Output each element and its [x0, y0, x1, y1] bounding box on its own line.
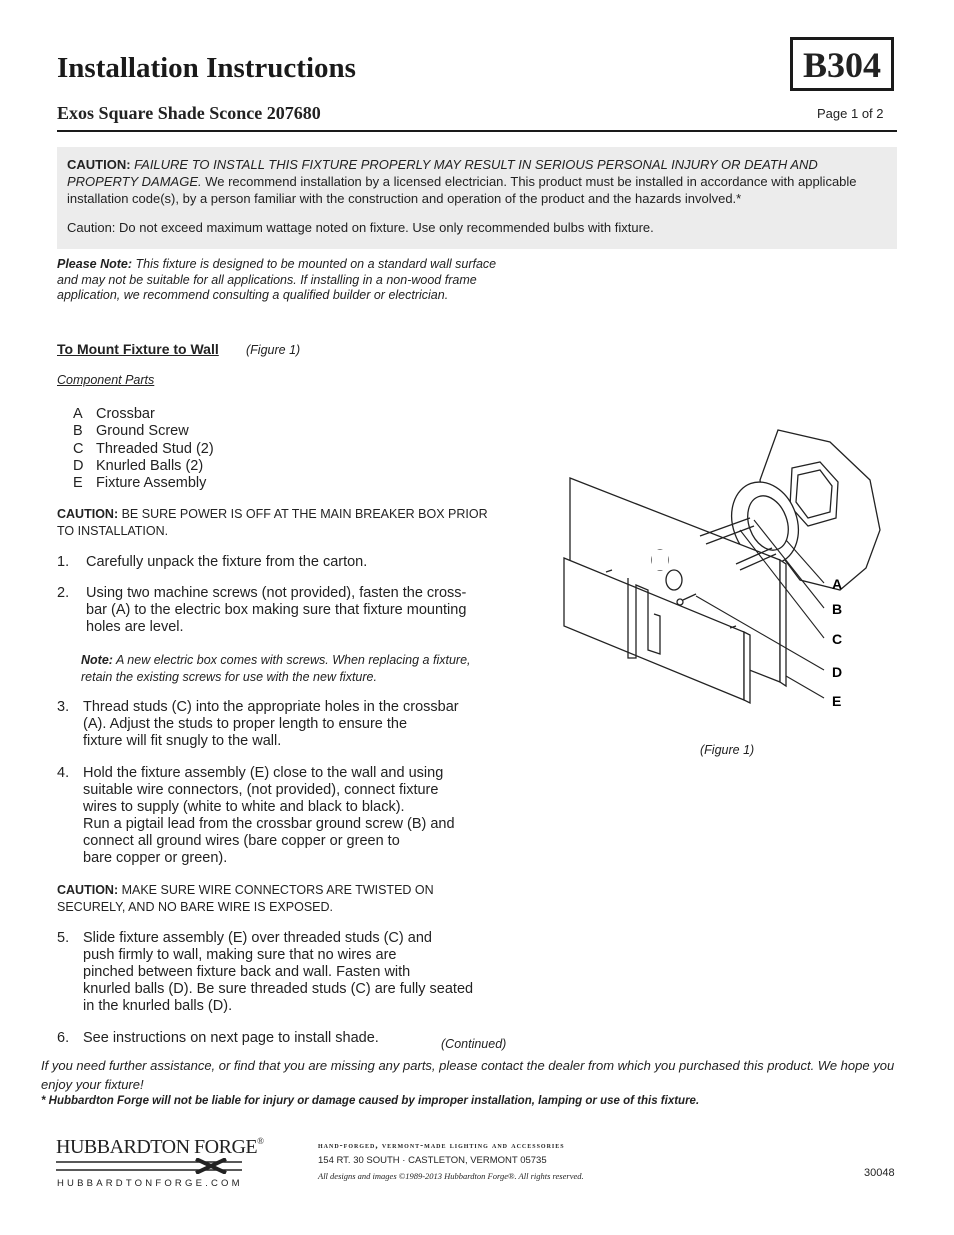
knurled-ball-2 — [666, 570, 682, 590]
caution-power-label: CAUTION: — [57, 507, 119, 521]
step-3: 3. Thread studs (C) into the appropriate holes in the crossbar (A). Adjust the studs to proper length to ensure the fixture will fit snugly to the wall. — [57, 699, 459, 749]
ground-screw — [677, 599, 683, 605]
list-item: D Knurled Balls (2) — [73, 457, 204, 474]
sub-note-label: Note: — [81, 653, 113, 667]
figure-label-e: E — [832, 693, 842, 709]
please-note-label: Please Note: — [57, 257, 133, 271]
caution-power — [57, 506, 497, 540]
list-item: A Crossbar — [73, 406, 155, 422]
copyright: All designs and images ©1989-2013 Hubbardton Forge®. All rights reserved. — [318, 1171, 584, 1181]
step-4: 4. Hold the fixture assembly (E) close to the wall and using suitable wire connectors, (not provided), connect fixture wires to supply (white to white and black to black). Run a pigtail lead from the crossbar ground screw (B) and connect all ground wires (bare copper or green to bare copper or green). — [57, 765, 455, 866]
figure-label-d: D — [832, 664, 843, 680]
step-5: 5. Slide fixture assembly (E) over threaded studs (C) and push firmly to wall, making sure that no wires are pinched between fixture back and wall. Fasten with knurled balls (D). Be sure threaded studs (C) are fully seated in the knurled balls (D). — [57, 930, 474, 1014]
page-title: Installation Instructions — [57, 52, 356, 84]
figure-label-a: A — [832, 576, 843, 592]
list-item: B Ground Screw — [73, 423, 189, 440]
footer-liability: * Hubbardton Forge will not be liable for injury or damage caused by improper installation, lamping or use of this fixture. — [41, 1095, 700, 1107]
list-item: E Fixture Assembly — [73, 475, 207, 492]
step-2: 2. Using two machine screws (not provided), fasten the cross- bar (A) to the electric box making sure that fixture mounting holes are level. — [57, 585, 467, 635]
component-heading: Component Parts — [57, 373, 155, 387]
continued-note: (Continued) — [441, 1037, 507, 1051]
product-subtitle: Exos Square Shade Sconce 207680 — [57, 103, 321, 123]
caution-main — [67, 156, 887, 207]
section-heading: To Mount Fixture to Wall — [57, 341, 219, 357]
tagline: hand-forged, vermont-made lighting and accessories — [318, 1140, 565, 1150]
page-number: Page 1 of 2 — [817, 106, 884, 121]
figure-1-diagram — [540, 420, 900, 720]
document-code: B304 — [790, 37, 894, 91]
sub-note-text: A new electric box comes with screws. When replacing a fixture, retain the existing screws for use with the new fixture. — [81, 653, 471, 684]
address: 154 RT. 30 SOUTH · CASTLETON, VERMONT 05735 — [318, 1155, 547, 1166]
figure-label-c: C — [832, 631, 843, 647]
caution-label: CAUTION: — [67, 157, 131, 172]
caution-wattage: Caution: Do not exceed maximum wattage noted on fixture. Use only recommended bulbs with fixture. — [67, 220, 654, 235]
caution-wire-label: CAUTION: — [57, 883, 119, 897]
figure-caption: (Figure 1) — [700, 743, 755, 757]
caution-wire-text: MAKE SURE WIRE CONNECTORS ARE TWISTED ON SECURELY, AND NO BARE WIRE IS EXPOSED. — [57, 883, 434, 914]
brand-logo-mark — [56, 1158, 246, 1174]
caution-wire — [57, 882, 497, 916]
figure-label-b: B — [832, 601, 843, 617]
caution-warning: FAILURE TO INSTALL THIS FIXTURE PROPERLY MAY RESULT IN SERIOUS PERSONAL INJURY OR DEATH AND PROPERTY DAMAGE. — [67, 157, 818, 189]
caution-text: We recommend installation by a licensed electrician. This product must be installed in accordance with applicable installation code(s), by a person familiar with the construction and operation of the product and the hazards involved.* — [67, 174, 857, 206]
caution-box — [57, 147, 897, 249]
brand-url: HUBBARDTONFORGE.COM — [57, 1178, 243, 1189]
parts-list — [73, 406, 214, 492]
figure-reference: (Figure 1) — [246, 343, 301, 357]
sub-note — [81, 652, 501, 686]
please-note — [57, 257, 512, 304]
list-item: C Threaded Stud (2) — [73, 440, 214, 457]
step-6: 6. See instructions on next page to install shade. — [57, 1030, 379, 1046]
please-note-text: This fixture is designed to be mounted on a standard wall surface and may not be suitable for all applications. If installing in a non-wood frame application, we recommend consulting a qualified builder or electrician. — [57, 257, 497, 302]
caution-power-text: BE SURE POWER IS OFF AT THE MAIN BREAKER BOX PRIOR TO INSTALLATION. — [57, 507, 488, 538]
brand-logo: HUBBARDTON FORGE® — [56, 1136, 264, 1158]
document-number: 30048 — [864, 1167, 895, 1179]
step-1: 1. Carefully unpack the fixture from the carton. — [57, 554, 368, 570]
header-divider — [57, 130, 897, 132]
footer-help: If you need further assistance, or find that you are missing any parts, please contact the dealer from which you purchased this product. We hope you enjoy your fixture! — [41, 1058, 895, 1092]
